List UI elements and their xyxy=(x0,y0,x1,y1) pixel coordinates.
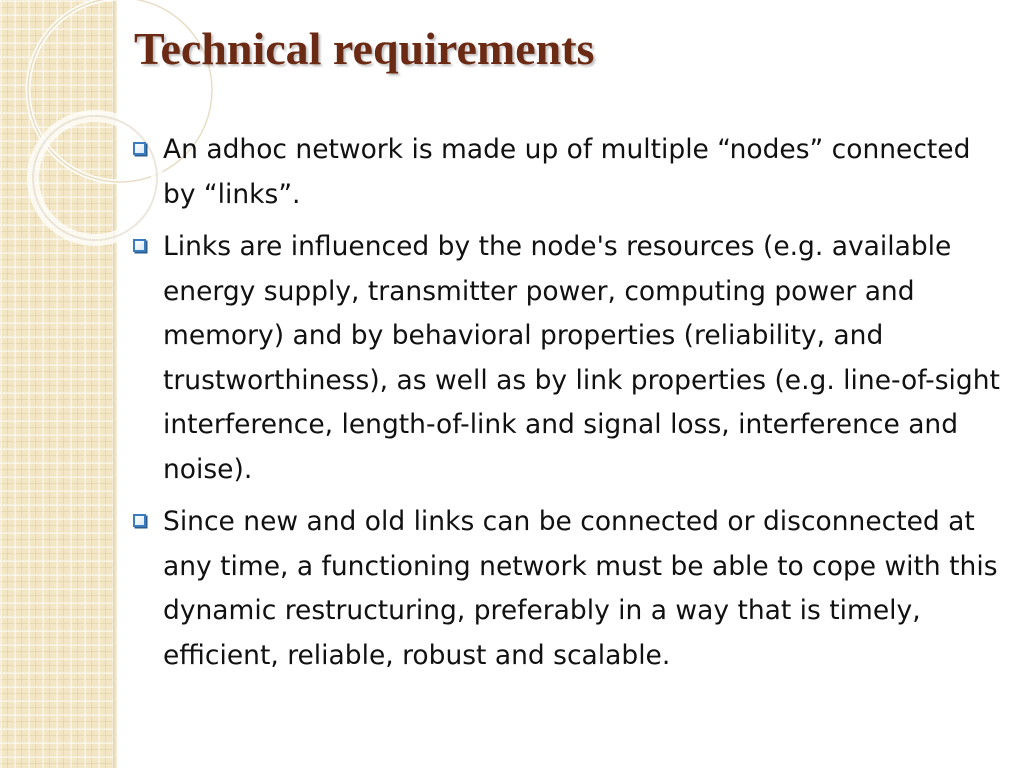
list-item xyxy=(131,500,1001,678)
bullet-text: An adhoc network is made up of multiple “nodes” connected by “links”. xyxy=(163,134,971,210)
square-bullet-icon xyxy=(133,142,146,155)
bullet-text: Links are influenced by the node's resources (e.g. available energy supply, transmitter power, computing power and memory) and by behavioral properties (reliability, and trustworthiness), as well as by link properties (e.g. line-of-sight interference, length-of-link and signal loss, interference and noise). xyxy=(163,231,1000,485)
square-bullet-icon xyxy=(133,514,146,527)
list-item xyxy=(131,128,1001,217)
list-item xyxy=(131,225,1001,492)
square-bullet-icon xyxy=(133,239,146,252)
slide-title: Technical requirements xyxy=(134,23,595,74)
bullet-text: Since new and old links can be connected or disconnected at any time, a functioning network must be able to cope with this dynamic restructuring, preferably in a way that is timely, efficient, reliable, robust and scalable. xyxy=(163,506,998,671)
bullet-list xyxy=(131,128,1001,686)
